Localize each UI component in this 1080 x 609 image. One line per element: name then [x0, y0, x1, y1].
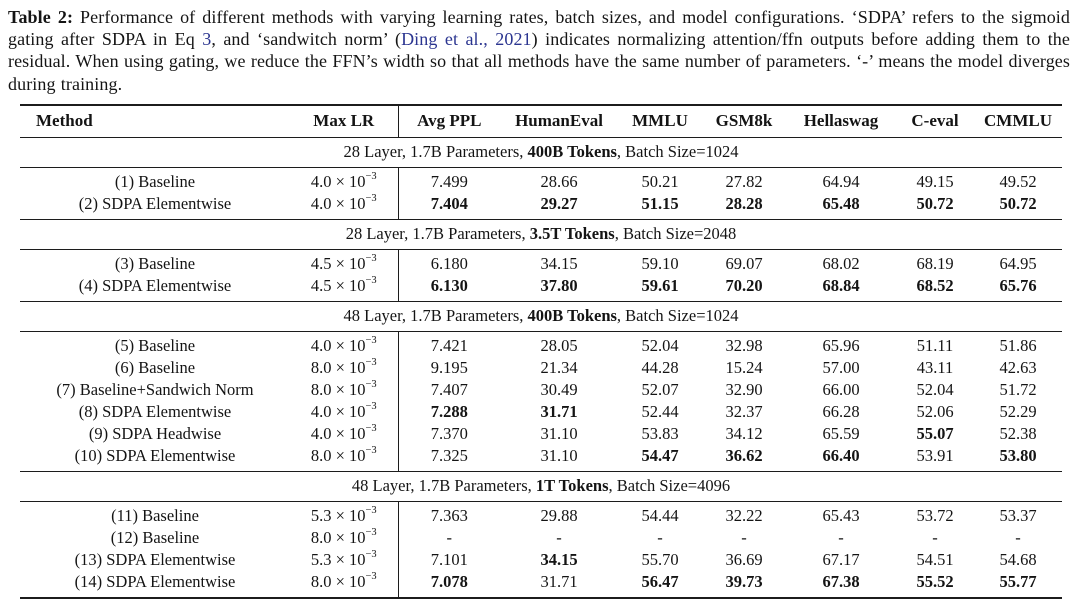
header-row: [20, 105, 1062, 138]
max-lr-exponent: −3: [365, 445, 377, 457]
max-lr-exponent: −3: [365, 549, 377, 561]
citation-link[interactable]: Ding et al., 2021: [401, 29, 532, 50]
section-title-prefix: 28 Layer, 1.7B Parameters,: [345, 224, 530, 244]
cell-method: (13) SDPA Elementwise: [74, 549, 236, 569]
cell-avg_ppl: 7.404: [398, 193, 500, 220]
cell-max-lr: $4.0 \times 10^{-3}$: [310, 193, 377, 213]
cell-c_eval: 51.11: [916, 335, 954, 355]
table-row: [20, 401, 1062, 423]
cell-humaneval: 31.71: [540, 571, 578, 591]
cell-max-lr: $8.0 \times 10^{-3}$: [310, 379, 377, 399]
section-title-suffix: , Batch Size=4096: [608, 476, 731, 496]
cell-gsm8k: -: [741, 527, 747, 547]
cell-max-lr: $4.0 \times 10^{-3}$: [310, 401, 377, 421]
eq-link[interactable]: 3: [202, 29, 212, 50]
caption-text: ) indicates normalizing attention/ffn outputs before adding them to the residual. When using gating, we reduce the FFN’s width so that all methods have the same number of parameters. ‘-’ means the model diverges during training.: [8, 29, 1070, 94]
cell-hellaswag: 65.96: [822, 335, 860, 355]
cell-cmmlu: 53.37: [999, 505, 1037, 525]
section-title-bold: 3.5T Tokens: [529, 224, 615, 244]
table-row: [20, 445, 1062, 472]
cell-cmmlu: 51.86: [999, 335, 1037, 355]
col-header-max_lr: Max LR: [313, 111, 375, 131]
cell-hellaswag: 66.28: [822, 401, 860, 421]
cell-cmmlu: 54.68: [999, 549, 1037, 569]
cell-method: (9) SDPA Headwise: [88, 423, 222, 443]
cell-cmmlu: 53.80: [999, 445, 1037, 465]
cell-method: (3) Baseline: [114, 253, 196, 273]
section-title-prefix: 48 Layer, 1.7B Parameters,: [343, 306, 528, 326]
cell-c_eval: -: [932, 527, 938, 547]
cell-humaneval: 34.15: [540, 253, 578, 273]
cell-hellaswag: 68.84: [822, 275, 860, 295]
cell-gsm8k: 27.82: [725, 171, 763, 191]
cell-mmlu: 52.07: [641, 379, 679, 399]
section-title-bold: 400B Tokens: [527, 142, 617, 162]
max-lr-exponent: −3: [365, 171, 377, 183]
col-header-cmmlu: CMMLU: [984, 111, 1052, 131]
cell-mmlu: 56.47: [641, 571, 679, 591]
cell-hellaswag: 66.00: [822, 379, 860, 399]
cell-cmmlu: 42.63: [999, 357, 1037, 377]
cell-c_eval: 68.52: [916, 275, 954, 295]
cell-hellaswag: 65.43: [822, 505, 860, 525]
cell-max-lr: $5.3 \times 10^{-3}$: [310, 549, 377, 569]
col-header-c_eval: C-eval: [911, 111, 959, 131]
cell-avg_ppl: 7.325: [398, 445, 500, 472]
cell-avg_ppl: 6.180: [398, 249, 500, 275]
max-lr-exponent: −3: [365, 193, 377, 205]
table-row: [20, 357, 1062, 379]
paper-page: [0, 6, 1080, 599]
table-caption: [8, 6, 1070, 95]
cell-cmmlu: 51.72: [999, 379, 1037, 399]
cell-cmmlu: 50.72: [999, 193, 1037, 213]
cell-max-lr: $4.0 \times 10^{-3}$: [310, 171, 377, 191]
cell-c_eval: 52.04: [916, 379, 954, 399]
cell-cmmlu: 49.52: [999, 171, 1037, 191]
cell-mmlu: 52.04: [641, 335, 679, 355]
cell-hellaswag: 64.94: [822, 171, 860, 191]
cell-cmmlu: 52.29: [999, 401, 1037, 421]
cell-hellaswag: -: [838, 527, 844, 547]
cell-humaneval: 31.71: [540, 401, 578, 421]
cell-humaneval: 29.88: [540, 505, 578, 525]
cell-avg_ppl: 7.078: [398, 571, 500, 598]
cell-avg_ppl: 7.407: [398, 379, 500, 401]
cell-mmlu: 54.47: [641, 445, 679, 465]
section-header: [20, 137, 1062, 167]
cell-gsm8k: 36.62: [725, 445, 763, 465]
cell-avg_ppl: -: [398, 527, 500, 549]
cell-gsm8k: 34.12: [725, 423, 763, 443]
cell-avg_ppl: 9.195: [398, 357, 500, 379]
col-header-method: Method: [36, 111, 93, 131]
cell-c_eval: 55.52: [916, 571, 954, 591]
cell-max-lr: $4.5 \times 10^{-3}$: [310, 253, 377, 273]
cell-c_eval: 54.51: [916, 549, 954, 569]
cell-method: (7) Baseline+Sandwich Norm: [56, 379, 254, 399]
max-lr-exponent: −3: [365, 275, 377, 287]
cell-mmlu: 59.61: [641, 275, 679, 295]
cell-avg_ppl: 7.288: [398, 401, 500, 423]
cell-c_eval: 49.15: [916, 171, 954, 191]
col-header-mmlu: MMLU: [632, 111, 688, 131]
table-body: [20, 137, 1062, 598]
cell-c_eval: 43.11: [916, 357, 954, 377]
table-row: [20, 331, 1062, 357]
max-lr-exponent: −3: [365, 253, 377, 265]
cell-method: (12) Baseline: [110, 527, 200, 547]
cell-hellaswag: 67.17: [822, 549, 860, 569]
cell-cmmlu: -: [1015, 527, 1021, 547]
section-title-bold: 400B Tokens: [527, 306, 617, 326]
cell-mmlu: 50.21: [641, 171, 679, 191]
cell-method: (2) SDPA Elementwise: [78, 193, 232, 213]
table-row: [20, 501, 1062, 527]
section-header: [20, 301, 1062, 331]
cell-humaneval: -: [556, 527, 562, 547]
cell-humaneval: 34.15: [540, 549, 578, 569]
cell-hellaswag: 65.59: [822, 423, 860, 443]
max-lr-exponent: −3: [365, 379, 377, 391]
table-row: [20, 167, 1062, 193]
cell-method: (8) SDPA Elementwise: [78, 401, 232, 421]
cell-gsm8k: 32.37: [725, 401, 763, 421]
cell-c_eval: 68.19: [916, 253, 954, 273]
cell-max-lr: $5.3 \times 10^{-3}$: [310, 505, 377, 525]
table-row: [20, 549, 1062, 571]
cell-method: (4) SDPA Elementwise: [78, 275, 232, 295]
cell-method: (10) SDPA Elementwise: [74, 445, 236, 465]
cell-humaneval: 30.49: [540, 379, 578, 399]
cell-hellaswag: 67.38: [822, 571, 860, 591]
section-header: [20, 471, 1062, 501]
cell-humaneval: 21.34: [540, 357, 578, 377]
section-title-suffix: , Batch Size=2048: [614, 224, 737, 244]
cell-gsm8k: 32.90: [725, 379, 763, 399]
cell-cmmlu: 52.38: [999, 423, 1037, 443]
caption-text: , and ‘sandwitch norm’ (: [211, 29, 402, 50]
cell-avg_ppl: 7.370: [398, 423, 500, 445]
results-table: [20, 104, 1062, 599]
cell-hellaswag: 57.00: [822, 357, 860, 377]
col-header-hellaswag: Hellaswag: [803, 111, 879, 131]
cell-mmlu: 54.44: [641, 505, 679, 525]
cell-max-lr: $8.0 \times 10^{-3}$: [310, 571, 377, 591]
cell-max-lr: $4.0 \times 10^{-3}$: [310, 335, 377, 355]
cell-mmlu: -: [657, 527, 663, 547]
table-row: [20, 193, 1062, 220]
cell-max-lr: $4.5 \times 10^{-3}$: [310, 275, 377, 295]
cell-max-lr: $8.0 \times 10^{-3}$: [310, 527, 377, 547]
cell-gsm8k: 15.24: [725, 357, 763, 377]
cell-c_eval: 50.72: [916, 193, 954, 213]
cell-cmmlu: 64.95: [999, 253, 1037, 273]
cell-method: (6) Baseline: [114, 357, 196, 377]
cell-cmmlu: 55.77: [999, 571, 1037, 591]
max-lr-exponent: −3: [365, 357, 377, 369]
section-title-prefix: 48 Layer, 1.7B Parameters,: [351, 476, 536, 496]
max-lr-exponent: −3: [365, 401, 377, 413]
cell-humaneval: 28.66: [540, 171, 578, 191]
cell-c_eval: 52.06: [916, 401, 954, 421]
cell-gsm8k: 39.73: [725, 571, 763, 591]
cell-method: (1) Baseline: [114, 171, 196, 191]
table-row: [20, 249, 1062, 275]
cell-gsm8k: 28.28: [725, 193, 763, 213]
cell-cmmlu: 65.76: [999, 275, 1037, 295]
section-title-bold: 1T Tokens: [535, 476, 609, 496]
section-title-suffix: , Batch Size=1024: [616, 306, 739, 326]
cell-gsm8k: 70.20: [725, 275, 763, 295]
caption-label: Table 2:: [8, 7, 81, 27]
cell-method: (14) SDPA Elementwise: [74, 571, 236, 591]
table-row: [20, 423, 1062, 445]
cell-method: (5) Baseline: [114, 335, 196, 355]
table-row: [20, 275, 1062, 302]
cell-hellaswag: 65.48: [822, 193, 860, 213]
cell-humaneval: 37.80: [540, 275, 578, 295]
cell-max-lr: $8.0 \times 10^{-3}$: [310, 445, 377, 465]
cell-mmlu: 44.28: [641, 357, 679, 377]
cell-humaneval: 28.05: [540, 335, 578, 355]
cell-mmlu: 52.44: [641, 401, 679, 421]
cell-mmlu: 55.70: [641, 549, 679, 569]
section-title-suffix: , Batch Size=1024: [616, 142, 739, 162]
cell-gsm8k: 36.69: [725, 549, 763, 569]
table-row: [20, 527, 1062, 549]
cell-gsm8k: 69.07: [725, 253, 763, 273]
section-header: [20, 219, 1062, 249]
cell-method: (11) Baseline: [111, 505, 199, 525]
cell-avg_ppl: 7.363: [398, 501, 500, 527]
max-lr-exponent: −3: [365, 505, 377, 517]
section-title-prefix: 28 Layer, 1.7B Parameters,: [343, 142, 528, 162]
cell-gsm8k: 32.22: [725, 505, 763, 525]
cell-max-lr: $4.0 \times 10^{-3}$: [310, 423, 377, 443]
caption-text: Performance of different methods with varying learning rates, batch sizes, and model configurations. ‘SDPA’ refers to the sigmoid gating after SDPA in Eq: [8, 7, 1070, 50]
max-lr-exponent: −3: [365, 335, 377, 347]
col-header-gsm8k: GSM8k: [715, 111, 773, 131]
table-row: [20, 571, 1062, 598]
cell-avg_ppl: 7.421: [398, 331, 500, 357]
cell-mmlu: 51.15: [641, 193, 679, 213]
max-lr-exponent: −3: [365, 571, 377, 583]
cell-humaneval: 31.10: [540, 423, 578, 443]
cell-gsm8k: 32.98: [725, 335, 763, 355]
cell-hellaswag: 68.02: [822, 253, 860, 273]
cell-c_eval: 55.07: [916, 423, 954, 443]
cell-c_eval: 53.91: [916, 445, 954, 465]
cell-hellaswag: 66.40: [822, 445, 860, 465]
max-lr-exponent: −3: [365, 423, 377, 435]
cell-avg_ppl: 7.101: [398, 549, 500, 571]
cell-humaneval: 29.27: [540, 193, 578, 213]
cell-mmlu: 53.83: [641, 423, 679, 443]
cell-humaneval: 31.10: [540, 445, 578, 465]
cell-mmlu: 59.10: [641, 253, 679, 273]
max-lr-exponent: −3: [365, 527, 377, 539]
col-header-humaneval: HumanEval: [515, 111, 603, 131]
table-row: [20, 379, 1062, 401]
cell-max-lr: $8.0 \times 10^{-3}$: [310, 357, 377, 377]
col-header-avg_ppl: Avg PPL: [398, 105, 500, 138]
cell-avg_ppl: 6.130: [398, 275, 500, 302]
cell-avg_ppl: 7.499: [398, 167, 500, 193]
cell-c_eval: 53.72: [916, 505, 954, 525]
